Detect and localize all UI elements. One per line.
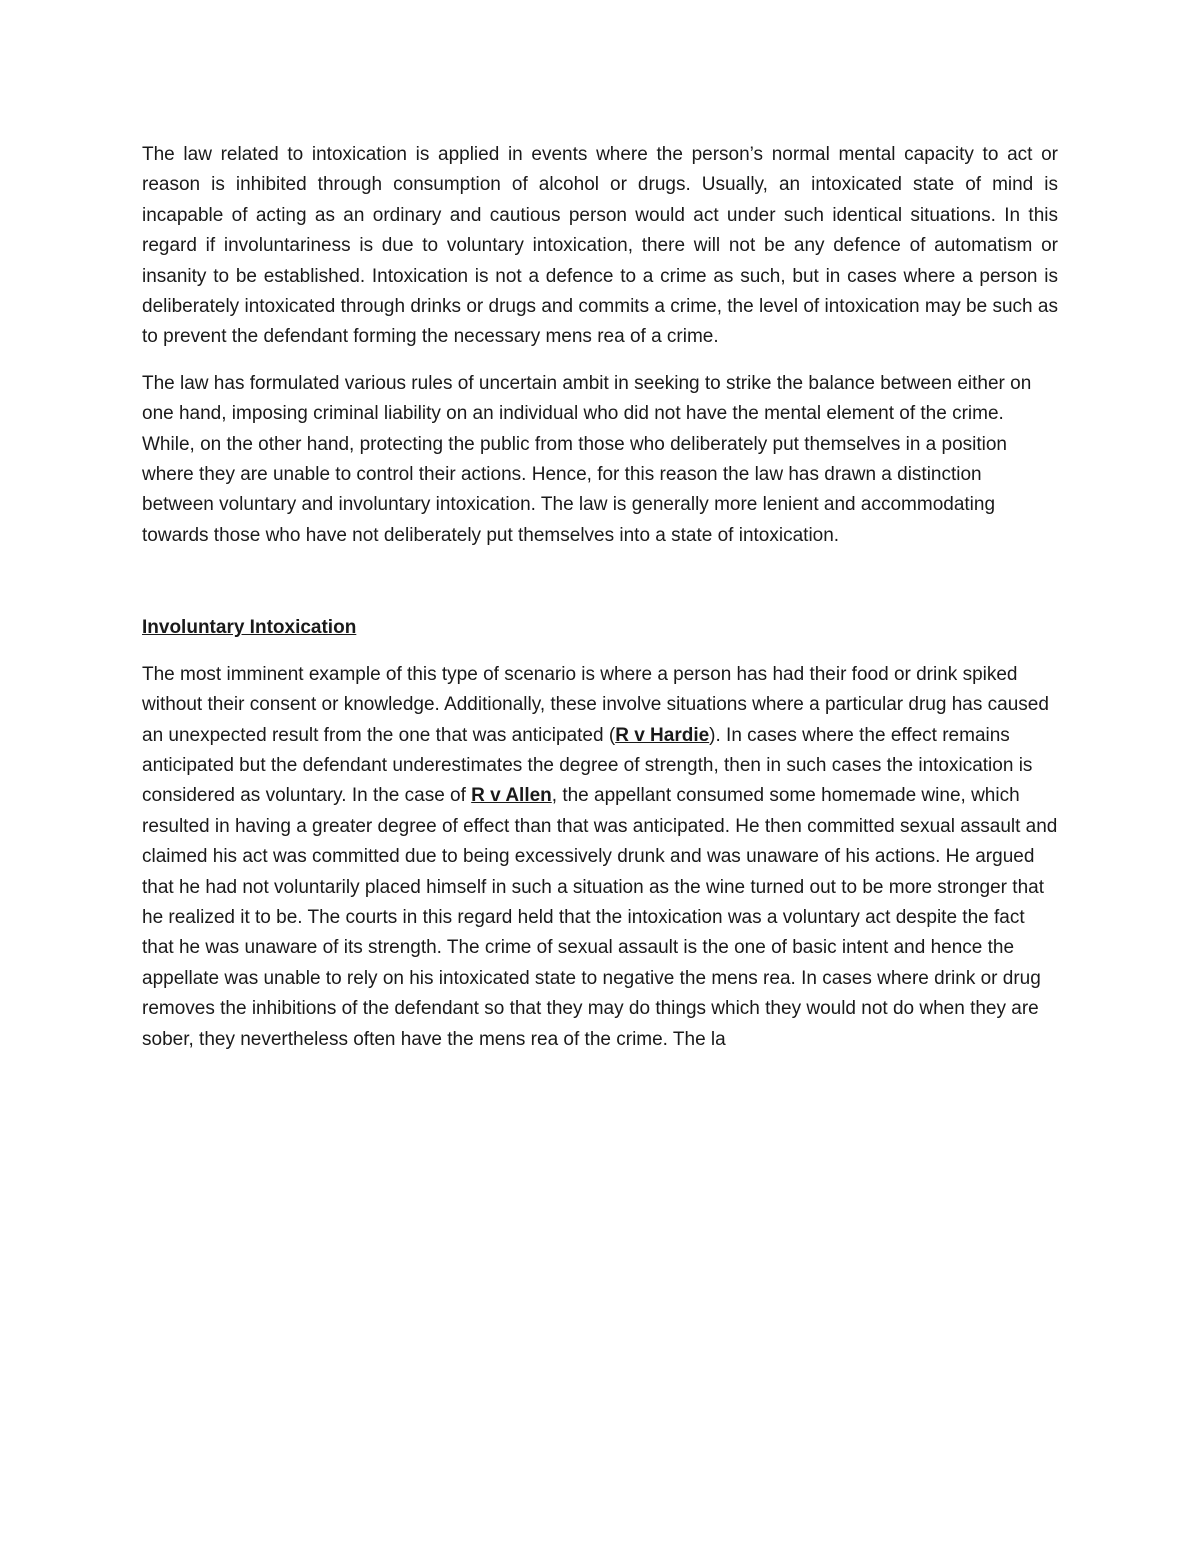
document-body — [142, 140, 1058, 1071]
paragraph-involuntary — [142, 660, 1058, 1055]
case-citation-allen: R v Allen — [471, 785, 552, 807]
paragraph-intro: The law related to intoxication is applied in events where the person’s normal mental capacity to act or reason is inhibited through consumption of alcohol or drugs. Usually, an intoxicated state of mind is incapable of acting as an ordinary and cautious person would act under such identical situations. In this regard if involuntariness is due to voluntary intoxication, there will not be any defence of automatism or insanity to be established. Intoxication is not a defence to a crime as such, but in cases where a person is deliberately intoxicated through drinks or drugs and commits a crime, the level of intoxication may be such as to prevent the defendant forming the necessary mens rea of a crime. — [142, 144, 1058, 348]
paragraph-text-segment: The most imminent example of this type of scenario is where a person has had their food or drink spiked without their consent or knowledge. Additionally, these involve situations where a particular drug has caused an unexpected result from the one that was anticipated ( — [142, 663, 1049, 746]
section-spacer — [142, 567, 1058, 613]
paragraph-rules: The law has formulated various rules of uncertain ambit in seeking to strike the balance between either on one hand, imposing criminal liability on an individual who did not have the mental element of the crime. While, on the other hand, protecting the public from those who deliberately put themselves in a position where they are unable to control their actions. Hence, for this reason the law has drawn a distinction between voluntary and involuntary intoxication. The law is generally more lenient and accommodating towards those who have not deliberately put themselves into a state of intoxication. — [142, 372, 1032, 546]
paragraph-text-segment: , the appellant consumed some homemade wine, which resulted in having a greater degree of effect than that was anticipated. He then committed sexual assault and claimed his act was committed due to being excessively drunk and was unaware of his actions. He argued that he had not voluntarily placed himself in such a situation as the wine turned out to be more stronger that he realized it to be. The courts in this regard held that the intoxication was a voluntary act despite the fact that he was unaware of its strength. The crime of sexual assault is the one of basic intent and hence the appellate was unable to rely on his intoxicated state to negative the mens rea. In cases where drink or drug removes the inhibitions of the defendant so that they may do things which they would not do when they are sober, they nevertheless often have the mens rea of the crime. The la — [142, 785, 1058, 1050]
section-heading: Involuntary Intoxication — [142, 617, 357, 639]
paragraph-text-segment: ). In cases where the effect remains anticipated but the defendant underestimates the degree of strength, then in such cases the intoxication is considered as voluntary. In the case of — [142, 724, 1033, 807]
case-citation-hardie: R v Hardie — [615, 724, 710, 746]
